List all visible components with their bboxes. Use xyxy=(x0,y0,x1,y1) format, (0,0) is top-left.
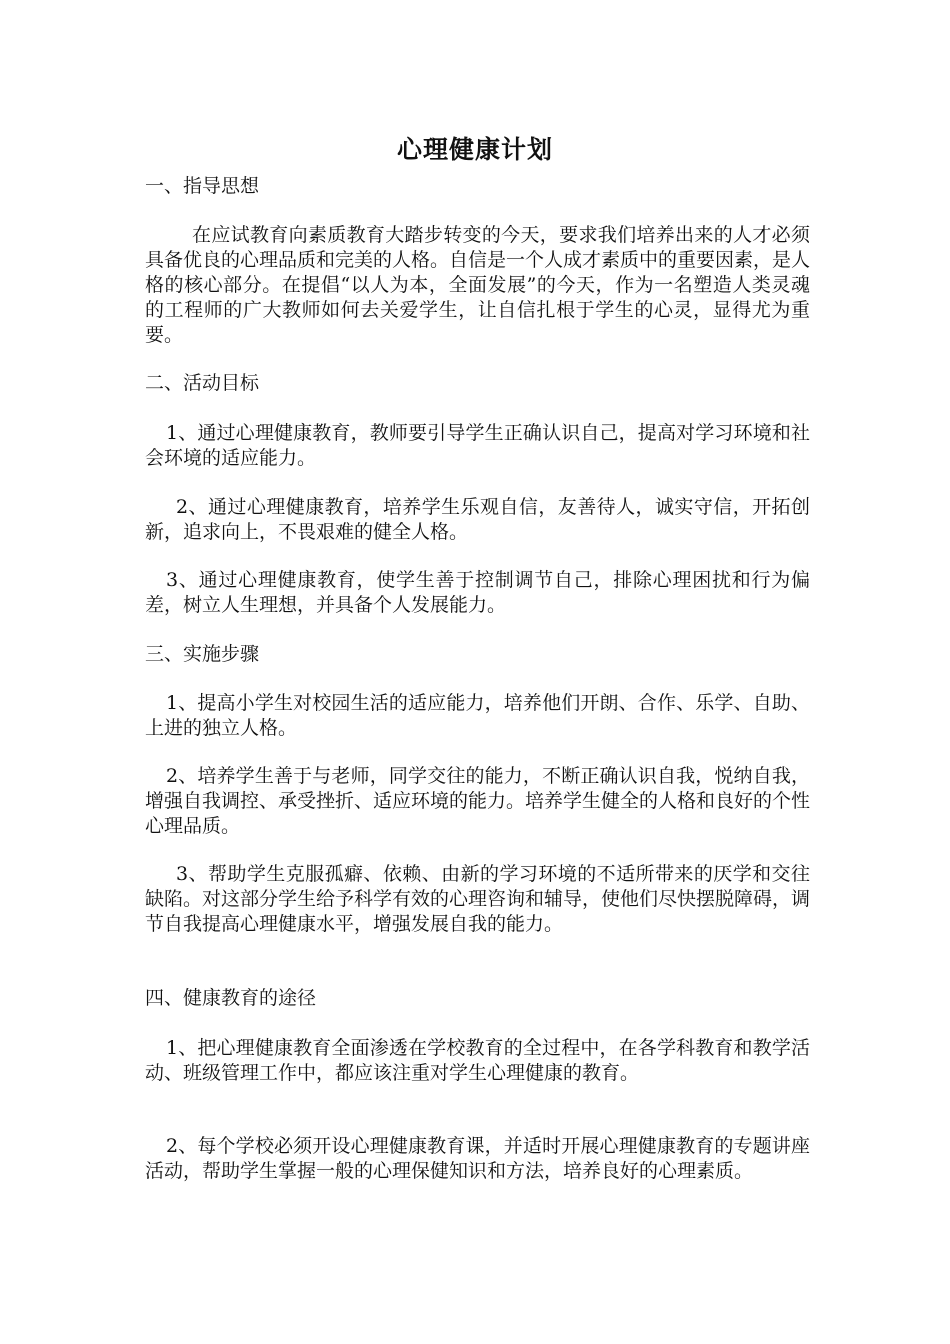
paragraph-guiding-ideology: 在应试教育向素质教育大踏步转变的今天，要求我们培养出来的人才必须具备优良的心理品质和完美的人格。自信是一个人成才素质中的重要因素，是人格的核心部分。在提倡“以人为本，全面发展”的今天，作为一名塑造人类灵魂的工程师的广大教师如何去关爱学生，让自信扎根于学生的心灵，显得尤为重要。 xyxy=(145,224,811,346)
paragraph-step-3: 3、帮助学生克服孤癖、依赖、由新的学习环境的不适所带来的厌学和交往缺陷。对这部分学生给予科学有效的心理咨询和辅导，使他们尽快摆脱障碍，调节自我提高心理健康水平，增强发展自我的能力。 xyxy=(145,863,811,935)
paragraph-goal-3: 3、通过心理健康教育，使学生善于控制调节自己，排除心理困扰和行为偏差，树立人生理想，并具备个人发展能力。 xyxy=(145,569,810,616)
section-heading-activity-goals: 二、活动目标 xyxy=(145,372,260,394)
paragraph-goal-2: 2、通过心理健康教育，培养学生乐观自信，友善待人，诚实守信，开拓创新，追求向上，不畏艰难的健全人格。 xyxy=(145,496,810,543)
section-heading-guiding-ideology: 一、指导思想 xyxy=(145,175,260,197)
document-title: 心理健康计划 xyxy=(396,135,553,164)
paragraph-step-2: 2、培养学生善于与老师，同学交往的能力，不断正确认识自我，悦纳自我，增强自我调控、承受挫折、适应环境的能力。培养学生健全的人格和良好的个性心理品质。 xyxy=(145,765,811,837)
paragraph-goal-1: 1、通过心理健康教育，教师要引导学生正确认识自己，提高对学习环境和社会环境的适应能力。 xyxy=(145,422,810,469)
paragraph-step-1: 1、提高小学生对校园生活的适应能力，培养他们开朗、合作、乐学、自助、上进的独立人格。 xyxy=(145,692,810,739)
section-heading-education-channels: 四、健康教育的途径 xyxy=(145,987,317,1009)
paragraph-channel-2: 2、每个学校必须开设心理健康教育课，并适时开展心理健康教育的专题讲座活动，帮助学生掌握一般的心理保健知识和方法，培养良好的心理素质。 xyxy=(145,1135,810,1182)
section-heading-implementation-steps: 三、实施步骤 xyxy=(145,643,260,665)
paragraph-channel-1: 1、把心理健康教育全面渗透在学校教育的全过程中，在各学科教育和教学活动、班级管理工作中，都应该注重对学生心理健康的教育。 xyxy=(145,1037,810,1084)
